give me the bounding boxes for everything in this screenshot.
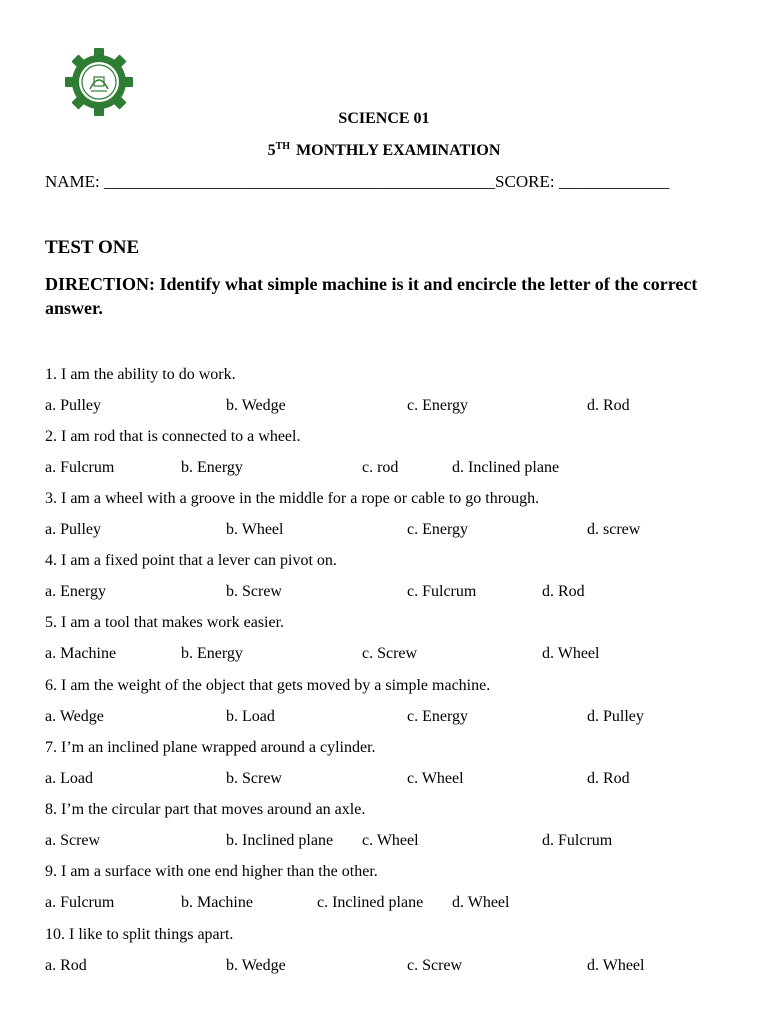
question-9-option-b[interactable]: b. Machine <box>181 894 253 911</box>
question-3-option-b[interactable]: b. Wheel <box>226 521 284 538</box>
question-1-option-c[interactable]: c. Energy <box>407 397 469 414</box>
question-7-option-c[interactable]: c. Wheel <box>407 770 464 787</box>
question-5-option-b[interactable]: b. Energy <box>181 645 243 662</box>
question-8: 8. I’m the circular part that moves around an axle. <box>45 801 366 818</box>
subject-title: SCIENCE 01 <box>338 110 430 127</box>
question-2-option-c[interactable]: c. rod <box>362 459 399 476</box>
question-7-option-a[interactable]: a. Load <box>45 770 93 787</box>
question-8-option-b[interactable]: b. Inclined plane <box>226 832 334 849</box>
name-score-line <box>45 172 669 192</box>
question-3-option-c[interactable]: c. Energy <box>407 521 469 538</box>
exam-ordinal-suffix: TH <box>275 141 291 152</box>
question-7-option-b[interactable]: b. Screw <box>226 770 282 787</box>
question-6-option-b[interactable]: b. Load <box>226 708 275 725</box>
question-6-option-a[interactable]: a. Wedge <box>45 708 104 725</box>
question-10-option-c[interactable]: c. Screw <box>407 957 463 974</box>
question-3-option-d[interactable]: d. screw <box>587 521 641 538</box>
school-seal-logo <box>64 47 134 117</box>
name-blank[interactable]: ______________________________________________ <box>104 172 496 191</box>
question-3: 3. I am a wheel with a groove in the middle for a rope or cable to go through. <box>45 490 540 507</box>
question-9-option-d[interactable]: d. Wheel <box>452 894 510 911</box>
question-4: 4. I am a fixed point that a lever can pivot on. <box>45 552 337 569</box>
name-label: NAME: <box>45 172 100 191</box>
question-4-option-a[interactable]: a. Energy <box>45 583 107 600</box>
question-10-option-a[interactable]: a. Rod <box>45 957 87 974</box>
question-8-option-a[interactable]: a. Screw <box>45 832 101 849</box>
question-10: 10. I like to split things apart. <box>45 926 234 943</box>
question-9-option-c[interactable]: c. Inclined plane <box>317 894 424 911</box>
question-5: 5. I am a tool that makes work easier. <box>45 614 285 631</box>
question-5-option-a[interactable]: a. Machine <box>45 645 117 662</box>
question-10-option-d[interactable]: d. Wheel <box>587 957 645 974</box>
exam-title <box>0 141 768 160</box>
score-blank[interactable]: _____________ <box>558 172 670 191</box>
question-2-option-a[interactable]: a. Fulcrum <box>45 459 115 476</box>
question-6-option-d[interactable]: d. Pulley <box>587 708 644 725</box>
question-2-option-b[interactable]: b. Energy <box>181 459 243 476</box>
exam-name: MONTHLY EXAMINATION <box>296 142 501 159</box>
question-6: 6. I am the weight of the object that gets moved by a simple machine. <box>45 677 491 694</box>
question-9: 9. I am a surface with one end higher than the other. <box>45 863 378 880</box>
question-5-option-c[interactable]: c. Screw <box>362 645 418 662</box>
question-8-option-d[interactable]: d. Fulcrum <box>542 832 613 849</box>
question-4-option-c[interactable]: c. Fulcrum <box>407 583 477 600</box>
score-label: SCORE: <box>495 172 555 191</box>
question-8-option-c[interactable]: c. Wheel <box>362 832 419 849</box>
question-5-option-d[interactable]: d. Wheel <box>542 645 600 662</box>
test-heading: TEST ONE <box>45 237 140 258</box>
question-10-option-b[interactable]: b. Wedge <box>226 957 286 974</box>
question-7: 7. I’m an inclined plane wrapped around a cylinder. <box>45 739 376 756</box>
question-1-option-b[interactable]: b. Wedge <box>226 397 286 414</box>
question-1-option-d[interactable]: d. Rod <box>587 397 630 414</box>
question-4-option-d[interactable]: d. Rod <box>542 583 585 600</box>
question-1: 1. I am the ability to do work. <box>45 366 236 383</box>
question-2: 2. I am rod that is connected to a wheel. <box>45 428 301 445</box>
question-1-option-a[interactable]: a. Pulley <box>45 397 101 414</box>
test-direction: DIRECTION: Identify what simple machine is it and encircle the letter of the correct answer. <box>45 274 698 318</box>
question-2-option-d[interactable]: d. Inclined plane <box>452 459 560 476</box>
exam-ordinal: 5 <box>267 142 276 159</box>
question-6-option-c[interactable]: c. Energy <box>407 708 469 725</box>
question-4-option-b[interactable]: b. Screw <box>226 583 282 600</box>
question-9-option-a[interactable]: a. Fulcrum <box>45 894 115 911</box>
question-7-option-d[interactable]: d. Rod <box>587 770 630 787</box>
question-3-option-a[interactable]: a. Pulley <box>45 521 101 538</box>
